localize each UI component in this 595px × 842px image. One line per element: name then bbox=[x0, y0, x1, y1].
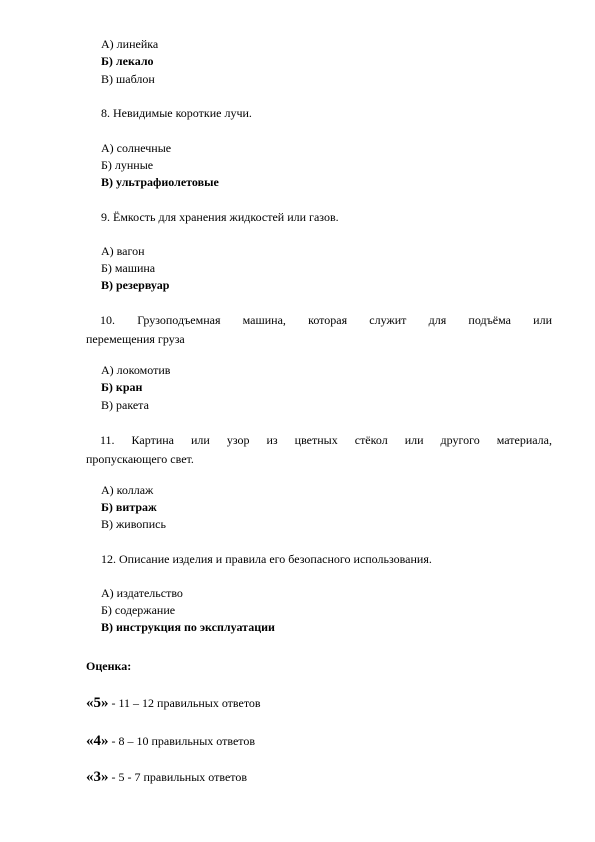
grade-4-text: - 8 – 10 правильных ответов bbox=[108, 734, 256, 748]
grade-4-mark: «4» bbox=[86, 733, 109, 749]
q12-question: 12. Описание изделия и правила его безопасного использования. bbox=[101, 552, 432, 566]
q8-question: 8. Невидимые короткие лучи. bbox=[101, 106, 252, 120]
q11-option-b: Б) витраж bbox=[101, 500, 157, 514]
q11-question-line1: 11. Картина или узор из цветных стёкол или другого материала, bbox=[100, 433, 552, 447]
grade-5-mark: «5» bbox=[86, 695, 109, 711]
q10-option-c: В) ракета bbox=[101, 398, 149, 412]
grade-4 bbox=[86, 732, 255, 750]
q10-option-b: Б) кран bbox=[101, 380, 143, 394]
q12-option-a: А) издательство bbox=[101, 586, 183, 600]
q11-option-a: А) коллаж bbox=[101, 483, 154, 497]
grade-3-text: - 5 - 7 правильных ответов bbox=[108, 770, 248, 784]
q12-option-c: В) инструкция по эксплуатации bbox=[101, 620, 275, 634]
grade-3 bbox=[86, 768, 247, 786]
q9-option-b: Б) машина bbox=[101, 261, 156, 275]
q10-question bbox=[86, 311, 552, 349]
q10-question-line2: перемещения груза bbox=[86, 332, 185, 346]
q8-option-b: Б) лунные bbox=[101, 158, 154, 172]
q11-option-c: В) живопись bbox=[101, 517, 166, 531]
q9-option-c: В) резервуар bbox=[101, 278, 170, 292]
grade-5 bbox=[86, 694, 261, 712]
q8-option-a: А) солнечные bbox=[101, 141, 172, 155]
q7-option-a: А) линейка bbox=[101, 37, 159, 51]
q7-option-b: Б) лекало bbox=[101, 54, 154, 68]
q11-question-line2: пропускающего свет. bbox=[86, 452, 194, 466]
grade-3-mark: «3» bbox=[86, 769, 109, 785]
q10-option-a: А) локомотив bbox=[101, 363, 171, 377]
q12-option-b: Б) содержание bbox=[101, 603, 176, 617]
grading-title: Оценка: bbox=[86, 659, 132, 673]
q11-question bbox=[86, 431, 552, 469]
grade-5-text: - 11 – 12 правильных ответов bbox=[108, 696, 261, 710]
q8-option-c: В) ультрафиолетовые bbox=[101, 175, 219, 189]
q10-question-line1: 10. Грузоподъемная машина, которая служит для подъёма или bbox=[100, 313, 552, 327]
q9-question: 9. Ёмкость для хранения жидкостей или газов. bbox=[101, 210, 339, 224]
q7-option-c: В) шаблон bbox=[101, 72, 155, 86]
q9-option-a: А) вагон bbox=[101, 244, 145, 258]
